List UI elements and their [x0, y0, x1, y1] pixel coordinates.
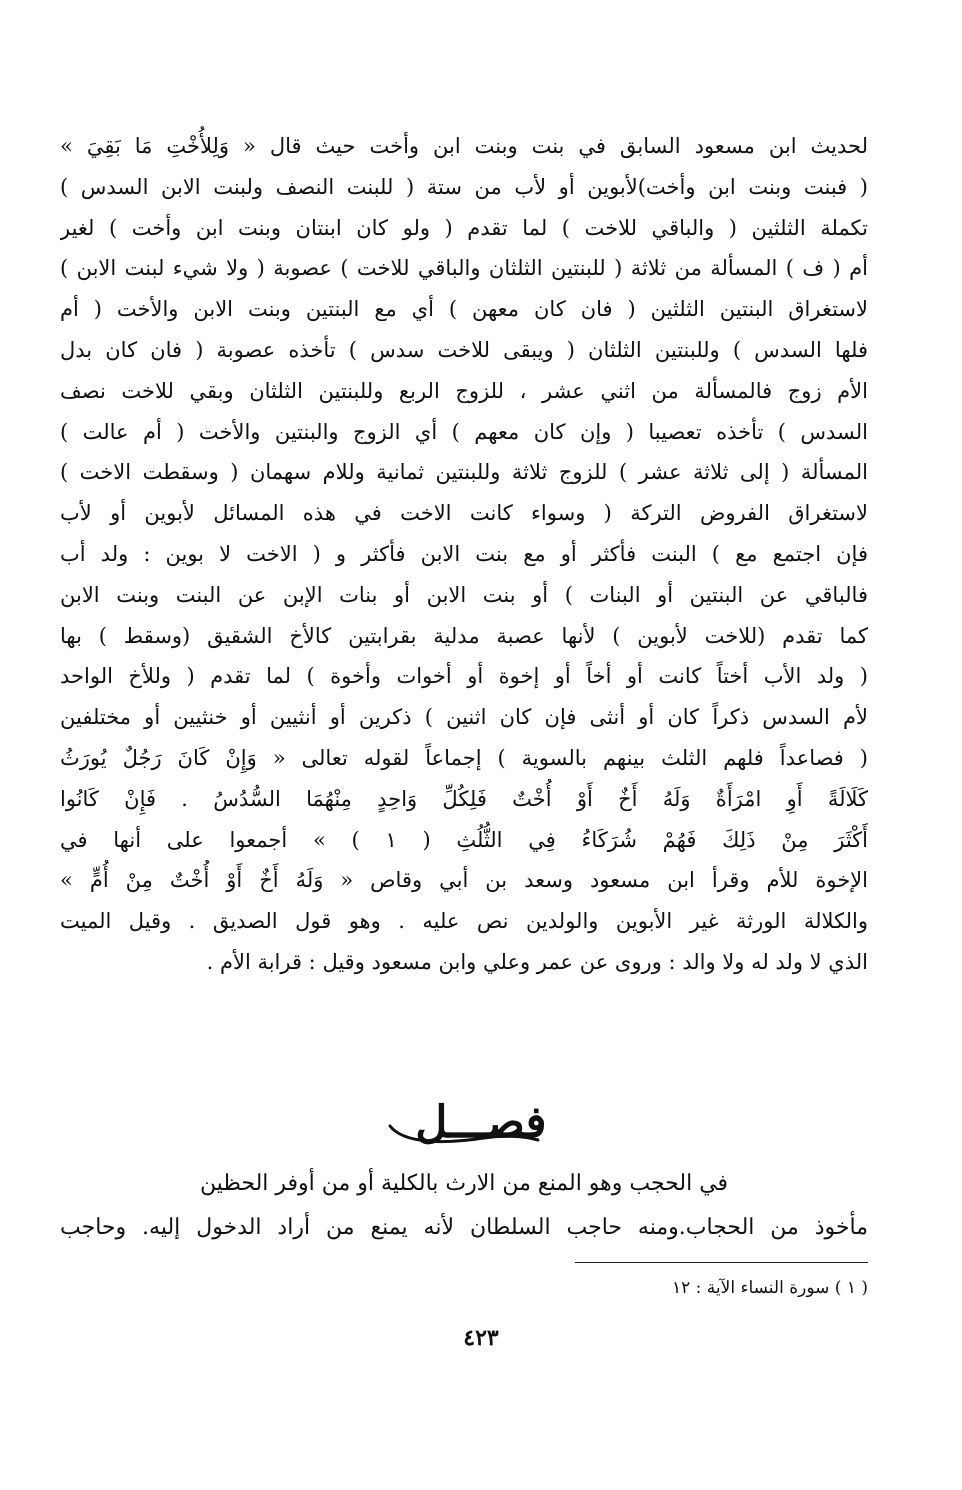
text-line: الإخوة للأم وقرأ ابن مسعود وسعد بن أبي وقاص « وَلَهُ أَخٌ أَوْ أُخْتٌ مِنْ أُمٍّ »	[60, 868, 868, 893]
section-intro	[60, 1162, 868, 1250]
text-line: أم ( ف ) المسألة من ثلاثة ( للبنتين الثلثان والباقي للاخت ) عصوبة ( ولا شيء لبنت الابن )	[60, 256, 868, 281]
text-line: ( فصاعداً فلهم الثلث بينهم بالسوية ) إجماعاً لقوله تعالى « وَإِنْ كَانَ رَجُلٌ يُورَثُ	[60, 745, 868, 770]
section-continuation: مأخوذ من الحجاب.ومنه حاجب السلطان لأنه يمنع من أراد الدخول إليه. وحاجب	[60, 1215, 868, 1240]
footnote-divider	[575, 1262, 868, 1263]
section-heading-text: فصـــل	[415, 1097, 547, 1148]
main-text-block	[60, 126, 868, 983]
text-line: لحديث ابن مسعود السابق في بنت وبنت ابن وأخت حيث قال « وَلِلأُخْتِ مَا بَقِيَ »	[60, 134, 868, 158]
heading-swash-ornament	[384, 1118, 544, 1146]
page-number: ٤٢٣	[463, 1325, 499, 1351]
text-line: لاستغراق البنتين الثلثين ( فان كان معهن ) أي مع البنتين وبنت الابن والأخت ( أم	[60, 297, 868, 322]
text-line: فإن اجتمع مع ) البنت فأكثر أو مع بنت الابن فأكثر و ( الاخت لا بوين : ولد أب	[60, 541, 868, 566]
text-line: فالباقي عن البنتين أو البنات ) أو بنت الابن أو بنات الإبن عن البنت وبنت الابن	[60, 582, 868, 607]
text-line: المسألة ( إلى ثلاثة عشر ) للزوج ثلاثة وللبنتين ثمانية وللام سهمان ( وسقطت الاخت )	[60, 460, 868, 485]
text-line: والكلالة الورثة غير الأبوين والولدين نص عليه . وهو قول الصديق . وقيل الميت	[60, 909, 868, 934]
section-subtitle: في الحجب وهو المنع من الارث بالكلية أو من أوفر الحظين	[199, 1171, 729, 1196]
text-line: تكملة الثلثين ( والباقي للاخت ) لما تقدم ( ولو كان ابنتان وبنت ابن وأخت ) لغير	[60, 215, 868, 240]
text-line: ( ولد الأب أختاً كانت أو أخاً أو إخوة أو أخوات وأخوة ) لما تقدم ( وللأخ الواحد	[60, 664, 868, 689]
footnote: ( ١ ) سورة النساء الآية : ١٢	[671, 1278, 868, 1298]
text-line: ( فبنت وبنت ابن وأخت)لأبوين أو لأب من ستة ( للبنت النصف ولبنت الابن السدس )	[60, 174, 868, 199]
text-line: الأم زوج فالمسألة من اثني عشر ، للزوج الربع وللبنتين الثلثان وبقي للاخت نصف	[60, 378, 868, 403]
text-line: أَكْثَرَ مِنْ ذَلِكَ فَهُمْ شُرَكَاءُ فِي الثُّلُثِ ( ١ ) » أجمعوا على أنها في	[60, 827, 868, 852]
text-line: فلها السدس ) وللبنتين الثلثان ( ويبقى للاخت سدس ) تأخذه عصوبة ( فان كان بدل	[60, 337, 868, 362]
text-line: لأم السدس ذكراً كان أو أنثى فإن كان اثنين ) ذكرين أو أنثيين أو خنثيين أو مختلفين	[60, 705, 868, 730]
text-line: الذي لا ولد له ولا والد : وروى عن عمر وعلي وابن مسعود وقيل : قرابة الأم .	[206, 949, 868, 974]
text-line: كَلَالَةً أَوِ امْرَأَةٌ وَلَهُ أَخٌ أَوْ أُخْتٌ فَلِكُلِّ وَاحِدٍ مِنْهُمَا السُّدُسُ . فَإِنْ كَانُوا	[60, 786, 868, 811]
text-line: السدس ) تأخذه تعصيبا ( وإن كان معهم ) أي الزوج والبنتين والأخت ( أم عالت )	[60, 419, 868, 444]
text-line: كما تقدم (للاخت لأبوين ) لأنها عصبة مدلية بقرابتين كالأخ الشقيق (وسقط ) بها	[60, 623, 868, 648]
text-line: لاستغراق الفروض التركة ( وسواء كانت الاخت في هذه المسائل لأبوين أو لأب	[60, 501, 868, 526]
